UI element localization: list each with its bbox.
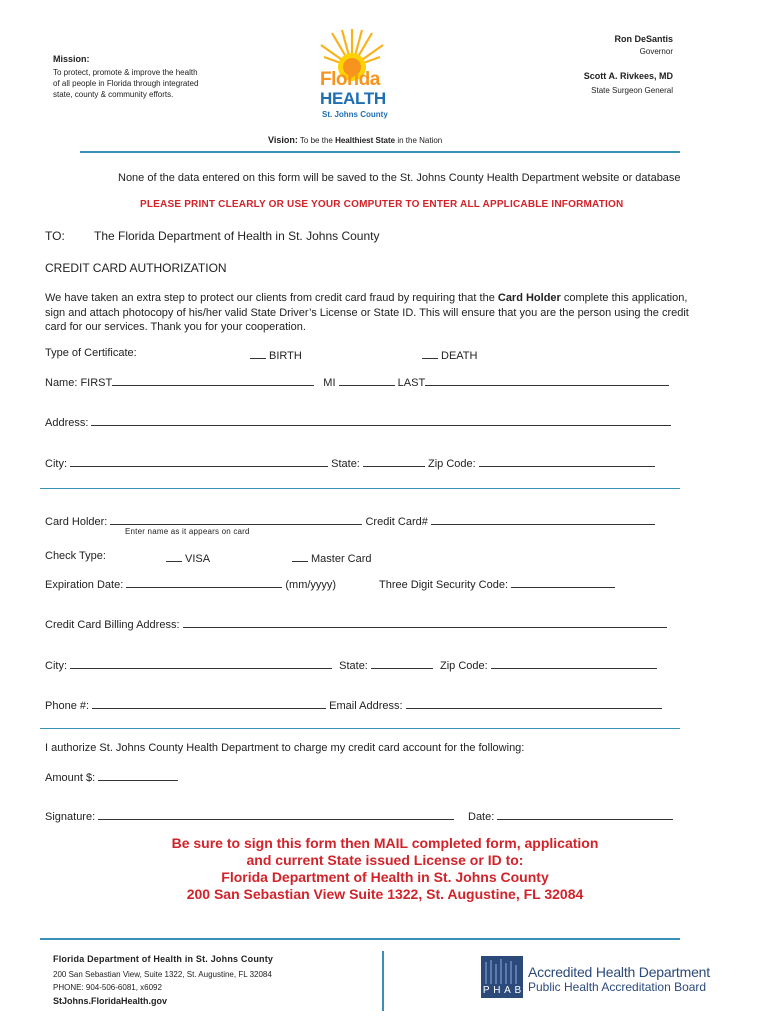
vision-text: To be the xyxy=(299,136,336,145)
billing-city-field[interactable] xyxy=(70,657,332,669)
city-label: City: xyxy=(45,458,67,470)
last-name-field[interactable] xyxy=(425,374,669,386)
authorize-statement: I authorize St. Johns County Health Department to charge my credit card account for the following: xyxy=(45,742,525,754)
billing-address-row xyxy=(45,616,667,631)
phone-row xyxy=(45,697,662,712)
billing-address-field[interactable] xyxy=(183,616,667,628)
amount-row xyxy=(45,769,178,784)
visa-option[interactable] xyxy=(166,550,210,565)
name-row xyxy=(45,374,669,389)
logo-florida-text: Florida xyxy=(320,69,380,90)
card-holder-hint: Enter name as it appears on card xyxy=(125,527,250,536)
address-label: Address: xyxy=(45,417,89,429)
mail-notice-line: 200 San Sebastian View Suite 1322, St. Augustine, FL 32084 xyxy=(186,886,584,902)
credit-card-field[interactable] xyxy=(431,513,655,525)
logo-county-text: St. Johns County xyxy=(322,110,388,119)
florida-health-logo xyxy=(318,27,386,123)
billing-zip-field[interactable] xyxy=(491,657,657,669)
death-option[interactable] xyxy=(422,347,477,362)
footer-vertical-divider xyxy=(382,951,384,1011)
city-field[interactable] xyxy=(70,455,328,467)
expiration-label: Expiration Date: xyxy=(45,579,124,591)
governor-name: Ron DeSantis xyxy=(614,34,673,44)
footer-divider xyxy=(40,938,680,940)
to-recipient: The Florida Department of Health in St. Johns County xyxy=(94,229,380,243)
date-row xyxy=(468,808,673,823)
phab-letter: H xyxy=(493,985,501,996)
mail-notice-line: and current State issued License or ID to: xyxy=(246,852,524,868)
birth-option[interactable] xyxy=(250,347,302,362)
vision-text-end: in the Nation xyxy=(395,136,443,145)
billing-zip-label: Zip Code: xyxy=(440,660,488,672)
signature-row xyxy=(45,808,454,823)
intro-text-end: complete this application, xyxy=(560,292,688,304)
governor-title: Governor xyxy=(639,47,673,56)
city-row xyxy=(45,455,655,470)
vision-label: Vision: xyxy=(268,135,298,145)
signature-field[interactable] xyxy=(98,808,454,820)
state-label: State: xyxy=(331,458,360,470)
phone-label: Phone #: xyxy=(45,700,90,712)
mission-label: Mission: xyxy=(53,54,90,64)
footer-phone: PHONE: 904-506-6081, x6092 xyxy=(53,983,162,992)
footer-address: 200 San Sebastian View, Suite 1322, St. Augustine, FL 32084 xyxy=(53,970,272,979)
mission-text xyxy=(53,67,198,100)
expiration-format: (mm/yyyy) xyxy=(285,579,337,591)
accredited-title: Accredited Health Department xyxy=(528,964,710,980)
phab-letter: A xyxy=(504,985,511,996)
security-code-row xyxy=(379,576,615,591)
mi-label: MI xyxy=(323,377,336,389)
intro-line: sign and attach photocopy of his/her valid State Driver’s License or State ID. This will ensure that you are the person using the credit xyxy=(45,306,689,319)
surgeon-general-title: State Surgeon General xyxy=(591,86,673,95)
death-label: DEATH xyxy=(441,350,478,362)
intro-line: card for our services. Thank you for your cooperation. xyxy=(45,321,306,333)
card-holder-label: Card Holder: xyxy=(45,516,108,528)
last-name-label: LAST xyxy=(397,377,426,389)
mail-notice-line: Florida Department of Health in St. Johns County xyxy=(221,869,549,885)
phone-field[interactable] xyxy=(92,697,326,709)
zip-label: Zip Code: xyxy=(428,458,476,470)
billing-city-label: City: xyxy=(45,660,67,672)
mail-notice-line: Be sure to sign this form then MAIL completed form, application xyxy=(171,835,599,851)
vision-statement xyxy=(268,135,442,145)
date-label: Date: xyxy=(468,811,495,823)
intro-text: We have taken an extra step to protect our clients from credit card fraud by requiring that the xyxy=(45,292,498,304)
data-notice: None of the data entered on this form will be saved to the St. Johns County Health Department website or database xyxy=(118,172,681,184)
billing-state-label: State: xyxy=(339,660,368,672)
amount-field[interactable] xyxy=(98,769,178,781)
billing-address-label: Credit Card Billing Address: xyxy=(45,619,180,631)
mi-field[interactable] xyxy=(339,374,395,386)
birth-blank[interactable] xyxy=(250,347,266,359)
card-holder-row xyxy=(45,513,655,528)
date-field[interactable] xyxy=(497,808,673,820)
zip-field[interactable] xyxy=(479,455,655,467)
mission-line: of all people in Florida through integrated xyxy=(53,79,199,88)
section-divider xyxy=(40,728,680,729)
footer-website[interactable]: StJohns.FloridaHealth.gov xyxy=(53,996,168,1006)
phab-logo xyxy=(481,956,523,998)
first-name-label: Name: FIRST xyxy=(45,377,113,389)
print-notice: PLEASE PRINT CLEARLY OR USE YOUR COMPUTER TO ENTER ALL APPLICABLE INFORMATION xyxy=(140,199,624,210)
mission-line: To protect, promote & improve the health xyxy=(53,68,198,77)
death-blank[interactable] xyxy=(422,347,438,359)
expiration-row xyxy=(45,576,336,591)
accredited-subtitle: Public Health Accreditation Board xyxy=(528,980,707,994)
security-code-label: Three Digit Security Code: xyxy=(379,579,508,591)
address-row xyxy=(45,414,671,429)
master-card-label: Master Card xyxy=(311,553,372,565)
master-card-blank[interactable] xyxy=(292,550,308,562)
certificate-type-label: Type of Certificate: xyxy=(45,347,137,359)
intro-bold-text: Card Holder xyxy=(497,292,561,304)
check-type-label: Check Type: xyxy=(45,550,106,562)
phab-letter: B xyxy=(514,985,522,996)
amount-label: Amount $: xyxy=(45,772,96,784)
vision-bold-text: Healthiest State xyxy=(335,136,396,145)
intro-paragraph xyxy=(45,291,689,335)
card-holder-field[interactable] xyxy=(110,513,362,525)
first-name-field[interactable] xyxy=(112,374,314,386)
expiration-field[interactable] xyxy=(126,576,282,588)
signature-label: Signature: xyxy=(45,811,96,823)
state-field[interactable] xyxy=(363,455,425,467)
email-label: Email Address: xyxy=(329,700,403,712)
security-code-field[interactable] xyxy=(511,576,615,588)
email-field[interactable] xyxy=(406,697,662,709)
mail-notice xyxy=(0,835,770,903)
visa-label: VISA xyxy=(185,553,211,565)
visa-blank[interactable] xyxy=(166,550,182,562)
to-label: TO: xyxy=(45,229,65,243)
header-divider xyxy=(80,151,680,153)
footer-org: Florida Department of Health in St. Johns County xyxy=(53,954,274,964)
phab-letter: P xyxy=(482,985,490,996)
master-card-option[interactable] xyxy=(292,550,372,565)
mission-line: state, county & community efforts. xyxy=(53,90,174,99)
billing-city-row xyxy=(45,657,657,672)
section-divider xyxy=(40,488,680,489)
billing-state-field[interactable] xyxy=(371,657,433,669)
birth-label: BIRTH xyxy=(269,350,302,362)
section-title: CREDIT CARD AUTHORIZATION xyxy=(45,261,227,275)
phab-letters xyxy=(481,985,523,996)
address-field[interactable] xyxy=(91,414,671,426)
credit-card-label: Credit Card# xyxy=(365,516,428,528)
logo-health-text: HEALTH xyxy=(320,89,386,108)
surgeon-general-name: Scott A. Rivkees, MD xyxy=(583,71,673,81)
